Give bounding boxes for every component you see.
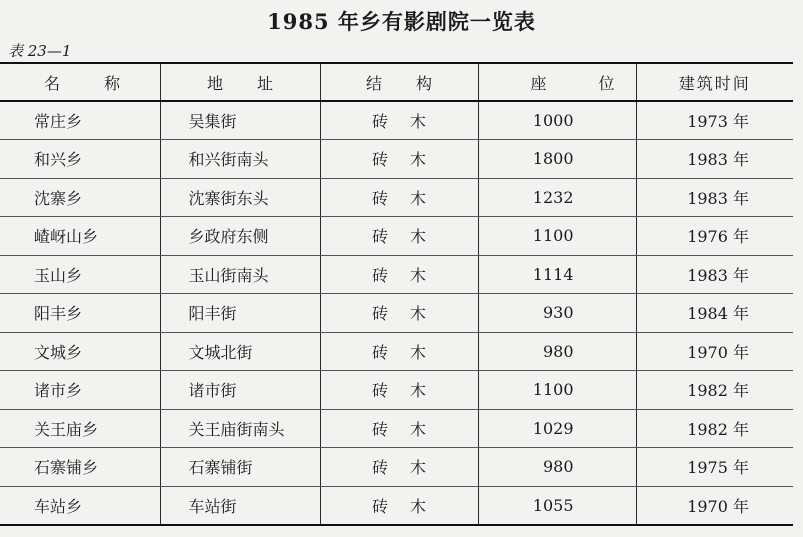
header-seats: 座位 <box>478 63 636 101</box>
cell-seats: 1000 <box>478 101 636 140</box>
theater-table <box>0 62 793 526</box>
cell-name: 嵖岈山乡 <box>0 217 160 256</box>
cell-structure: 砖木 <box>320 140 478 179</box>
cell-year: 1982 年 <box>636 409 793 448</box>
table-row <box>0 371 793 410</box>
cell-seats: 980 <box>478 332 636 371</box>
cell-name: 诸市乡 <box>0 371 160 410</box>
table-row <box>0 332 793 371</box>
cell-structure: 砖木 <box>320 217 478 256</box>
cell-year: 1983 年 <box>636 255 793 294</box>
cell-structure: 砖木 <box>320 178 478 217</box>
cell-structure: 砖木 <box>320 409 478 448</box>
table-header-row <box>0 63 793 101</box>
header-structure: 结构 <box>320 63 478 101</box>
cell-name: 石寨铺乡 <box>0 448 160 487</box>
cell-name: 阳丰乡 <box>0 294 160 333</box>
header-address: 地址 <box>160 63 320 101</box>
cell-name: 文城乡 <box>0 332 160 371</box>
cell-year: 1975 年 <box>636 448 793 487</box>
cell-structure: 砖木 <box>320 294 478 333</box>
cell-seats: 980 <box>478 448 636 487</box>
cell-address: 和兴街南头 <box>160 140 320 179</box>
cell-address: 沈寨街东头 <box>160 178 320 217</box>
cell-year: 1983 年 <box>636 140 793 179</box>
cell-year: 1973 年 <box>636 101 793 140</box>
table-row <box>0 409 793 448</box>
cell-name: 和兴乡 <box>0 140 160 179</box>
cell-address: 石寨铺街 <box>160 448 320 487</box>
cell-year: 1970 年 <box>636 332 793 371</box>
cell-seats: 1232 <box>478 178 636 217</box>
table-row <box>0 486 793 525</box>
cell-address: 车站街 <box>160 486 320 525</box>
cell-name: 常庄乡 <box>0 101 160 140</box>
cell-structure: 砖木 <box>320 448 478 487</box>
table-number: 表 23—1 <box>8 42 72 60</box>
cell-year: 1976 年 <box>636 217 793 256</box>
cell-name: 玉山乡 <box>0 255 160 294</box>
cell-structure: 砖木 <box>320 101 478 140</box>
page-title: 1985 年乡有影剧院一览表 <box>267 9 536 34</box>
cell-address: 乡政府东侧 <box>160 217 320 256</box>
cell-year: 1982 年 <box>636 371 793 410</box>
cell-structure: 砖木 <box>320 255 478 294</box>
cell-year: 1983 年 <box>636 178 793 217</box>
cell-year: 1984 年 <box>636 294 793 333</box>
cell-seats: 930 <box>478 294 636 333</box>
table-row <box>0 101 793 140</box>
cell-structure: 砖木 <box>320 332 478 371</box>
table-body <box>0 101 793 525</box>
table-row <box>0 217 793 256</box>
cell-seats: 1100 <box>478 217 636 256</box>
table-row <box>0 178 793 217</box>
cell-seats: 1100 <box>478 371 636 410</box>
cell-year: 1970 年 <box>636 486 793 525</box>
cell-address: 文城北街 <box>160 332 320 371</box>
cell-address: 关王庙街南头 <box>160 409 320 448</box>
cell-structure: 砖木 <box>320 371 478 410</box>
cell-address: 阳丰街 <box>160 294 320 333</box>
cell-seats: 1055 <box>478 486 636 525</box>
table-row <box>0 448 793 487</box>
cell-name: 沈寨乡 <box>0 178 160 217</box>
cell-seats: 1800 <box>478 140 636 179</box>
cell-seats: 1114 <box>478 255 636 294</box>
cell-structure: 砖木 <box>320 486 478 525</box>
table-row <box>0 140 793 179</box>
cell-address: 玉山街南头 <box>160 255 320 294</box>
header-name: 名称 <box>0 63 160 101</box>
table-row <box>0 294 793 333</box>
cell-address: 诸市街 <box>160 371 320 410</box>
table-row <box>0 255 793 294</box>
cell-seats: 1029 <box>478 409 636 448</box>
header-year: 建筑时间 <box>636 63 793 101</box>
cell-address: 吴集街 <box>160 101 320 140</box>
cell-name: 关王庙乡 <box>0 409 160 448</box>
cell-name: 车站乡 <box>0 486 160 525</box>
